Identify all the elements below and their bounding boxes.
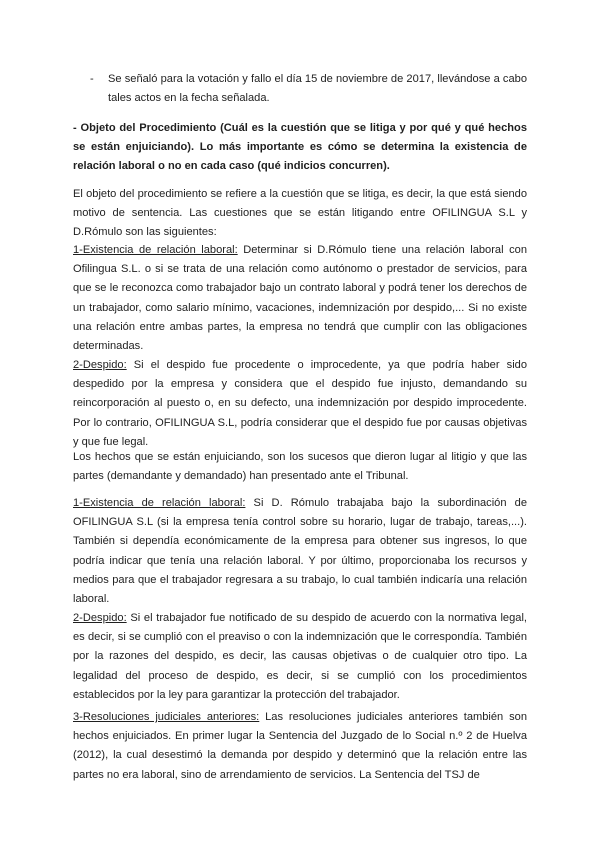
issue-paragraph-1 (73, 241, 527, 356)
fact-text-3: Las resoluciones judiciales anteriores también son hechos enjuiciados. En primer lugar la Sentencia del Juzgado de lo Social n.º 2 de Huelva (2012), la cual desestimó la demanda por despido y determinó que la relación entre las partes no era laboral, sino de arrendamiento de servicios. La Sentencia del TSJ de (73, 711, 527, 781)
fact-paragraph-1 (73, 494, 527, 609)
fact-label-2: 2-Despido: (73, 612, 127, 624)
bullet-marker: - (90, 73, 94, 85)
issue-text-2: Si el despido fue procedente o improcedente, ya que podría haber sido despedido por la empresa y considera que el despido fue injusto, demandando su reincorporación al puesto o, en su defecto, una indemnización por despido improcedente. Por lo contrario, OFILINGUA S.L, podría considerar que el despido fue por causas objetivas y que fue legal. (73, 359, 527, 448)
fact-text-2: Si el trabajador fue notificado de su despido de acuerdo con la normativa legal, es decir, si se cumplió con el preaviso o con la indemnización que le correspondía. También por la razones del despido, es decir, las causas objetivas o de cualquier otro tipo. La legalidad del proceso de despido, es decir, si se cumplió con los procedimientos establecidos por la ley para garantizar la protección del trabajador. (73, 612, 527, 701)
issue-label-2: 2-Despido: (73, 359, 127, 371)
section-heading: - Objeto del Procedimiento (Cuál es la cuestión que se litiga y por qué y qué hechos se están enjuiciando). Lo más importante es cómo se determina la existencia de relación laboral o no en cada caso (qué indicios concurren). (73, 122, 527, 173)
fact-text-1: Si D. Rómulo trabajaba bajo la subordinación de OFILINGUA S.L (si la empresa tenía control sobre su horario, lugar de trabajo, tareas,...). También si dependía económicamente de la empresa para obtener sus ingresos, lo que podría indicar que tenía una relación laboral. Y por último, proporcionaba los recursos y medios para que el trabajador regresara a su trabajo, lo cual también indicaría una relación laboral. (73, 497, 527, 606)
fact-label-3: 3-Resoluciones judiciales anteriores: (73, 711, 260, 723)
fact-paragraph-2 (73, 609, 527, 705)
issue-text-1: Determinar si D.Rómulo tiene una relación laboral con Ofilingua S.L. o si se trata de una relación como autónomo o prestador de servicios, para que se le reconozca como trabajador bajo un contrato laboral y podrá tener los derechos de un trabajador, como salario mínimo, vacaciones, indemnización por despido,... Si no existe una relación entre ambas partes, la empresa no tendrá que cumplir con las obligaciones determinadas. (73, 244, 527, 353)
issue-paragraph-2 (73, 356, 527, 452)
fact-label-1: 1-Existencia de relación laboral: (73, 497, 246, 509)
facts-intro-paragraph: Los hechos que se están enjuiciando, son los sucesos que dieron lugar al litigio y que las partes (demandante y demandado) han presentado ante el Tribunal. (73, 451, 527, 483)
issue-label-1: 1-Existencia de relación laboral: (73, 244, 238, 256)
bullet-paragraph: Se señaló para la votación y fallo el día 15 de noviembre de 2017, llevándose a cabo tales actos en la fecha señalada. (108, 73, 527, 105)
fact-paragraph-3 (73, 708, 527, 785)
intro-paragraph: El objeto del procedimiento se refiere a la cuestión que se litiga, es decir, la que está siendo motivo de sentencia. Las cuestiones que se están litigando entre OFILINGUA S.L y D.Rómulo son las siguientes: (73, 188, 527, 239)
